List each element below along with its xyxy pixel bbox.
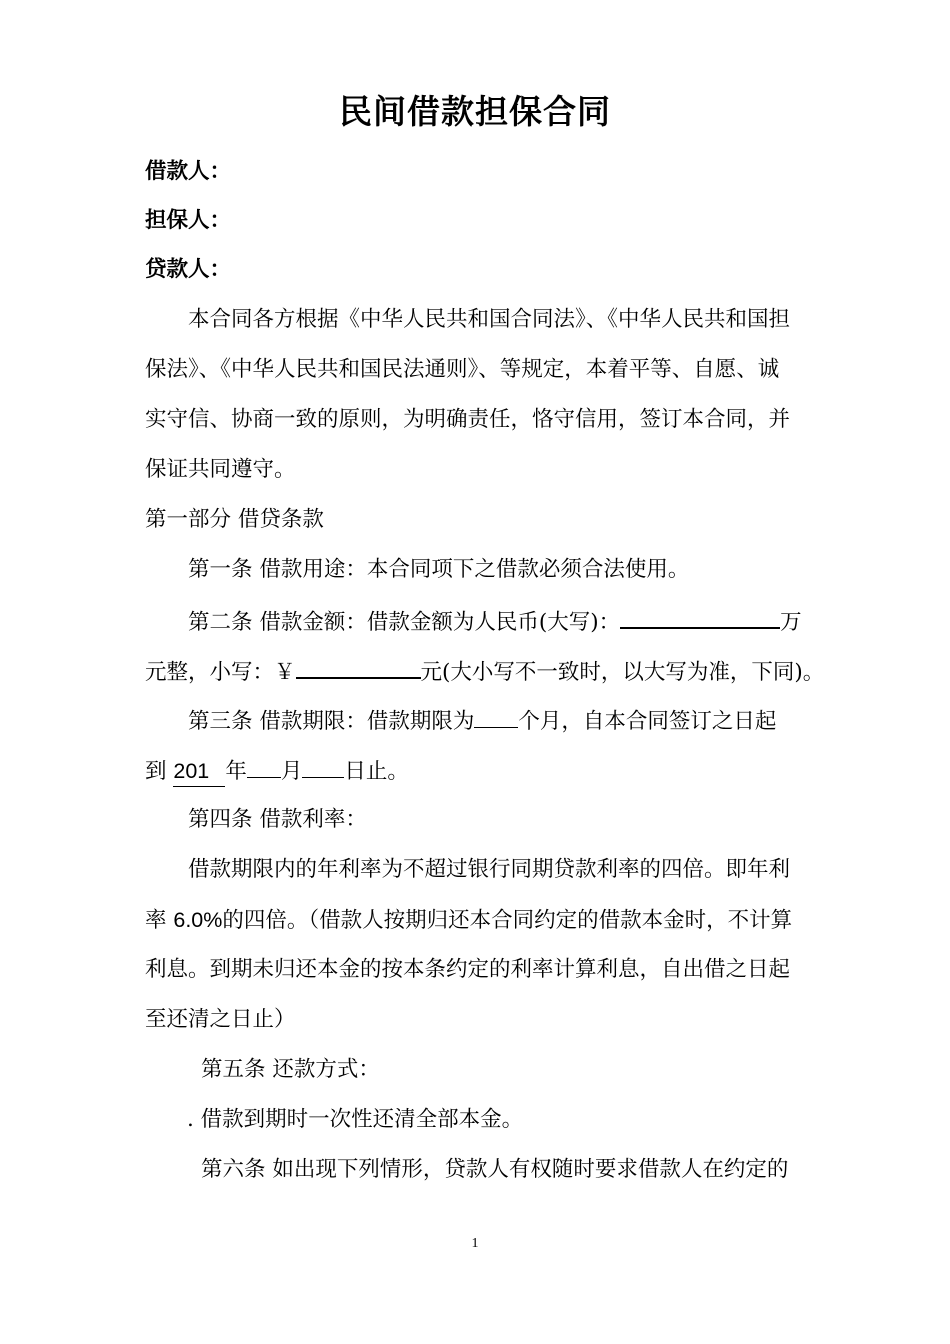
preamble-line: 保证共同遵守。	[145, 457, 296, 482]
article-3-text: 到	[145, 759, 167, 784]
document-title: 民间借款担保合同	[339, 92, 611, 131]
preamble-line: 实守信、协商一致的原则，为明确责任，恪守信用，签订本合同，并	[145, 407, 791, 432]
article-3-text: 日止。	[344, 759, 409, 784]
article-4-text: 率	[145, 908, 167, 933]
article-3-text: 年	[225, 759, 247, 784]
preamble-line: 本合同各方根据《中华人民共和国合同法》、《中华人民共和国担	[188, 307, 791, 332]
article-4-line: 至还清之日止）	[145, 1007, 296, 1032]
page-number: 1	[471, 1236, 479, 1251]
article-4-text: 的四倍。（借款人按期归还本合同约定的借款本金时，不计算	[222, 908, 793, 933]
lender-label: 贷款人：	[145, 257, 232, 282]
article-2-text: 元整，小写：￥	[145, 660, 296, 685]
article-3-text: 月	[280, 759, 303, 784]
article-2	[188, 605, 802, 638]
part-heading: 第一部分 借贷条款	[145, 507, 324, 532]
article-3-text: 第三条 借款期限：借款期限为	[188, 709, 475, 734]
year-value[interactable]: 201	[173, 756, 225, 787]
article-4-line	[145, 905, 792, 936]
article-4-line: 借款期限内的年利率为不超过银行同期贷款利率的四倍。即年利	[188, 857, 791, 882]
article-3-text: 个月，自本合同签订之日起	[518, 709, 777, 734]
article-2-unit: 万	[780, 610, 802, 635]
article-3	[188, 705, 776, 737]
article-2-text: 元(大小写不一致时，以大写为准，下同)。	[420, 660, 825, 685]
article-2-cont	[145, 655, 824, 688]
article-2-text: 第二条 借款金额：借款金额为人民币(大写)：	[188, 610, 621, 635]
article-1: 第一条 借款用途：本合同项下之借款必须合法使用。	[188, 557, 690, 582]
preamble-line: 保法》、《中华人民共和国民法通则》、等规定，本着平等、自愿、诚	[145, 357, 780, 382]
article-5-item: . 借款到期时一次性还清全部本金。	[187, 1107, 524, 1132]
day-blank[interactable]	[302, 755, 344, 778]
guarantor-label: 担保人：	[145, 208, 232, 233]
article-4-line: 利息。到期未归还本金的按本条约定的利率计算利息，自出借之日起	[145, 957, 791, 982]
amount-lowercase-blank[interactable]	[296, 655, 421, 679]
borrower-label: 借款人：	[145, 159, 232, 184]
interest-rate: 6.0%	[173, 908, 223, 932]
article-3-cont	[145, 755, 409, 787]
article-6: 第六条 如出现下列情形，贷款人有权随时要求借款人在约定的	[201, 1157, 789, 1182]
article-5-heading: 第五条 还款方式：	[201, 1057, 380, 1082]
months-blank[interactable]	[474, 705, 518, 728]
month-blank[interactable]	[247, 755, 281, 778]
amount-uppercase-blank[interactable]	[620, 605, 780, 629]
article-4-heading: 第四条 借款利率：	[188, 807, 367, 832]
